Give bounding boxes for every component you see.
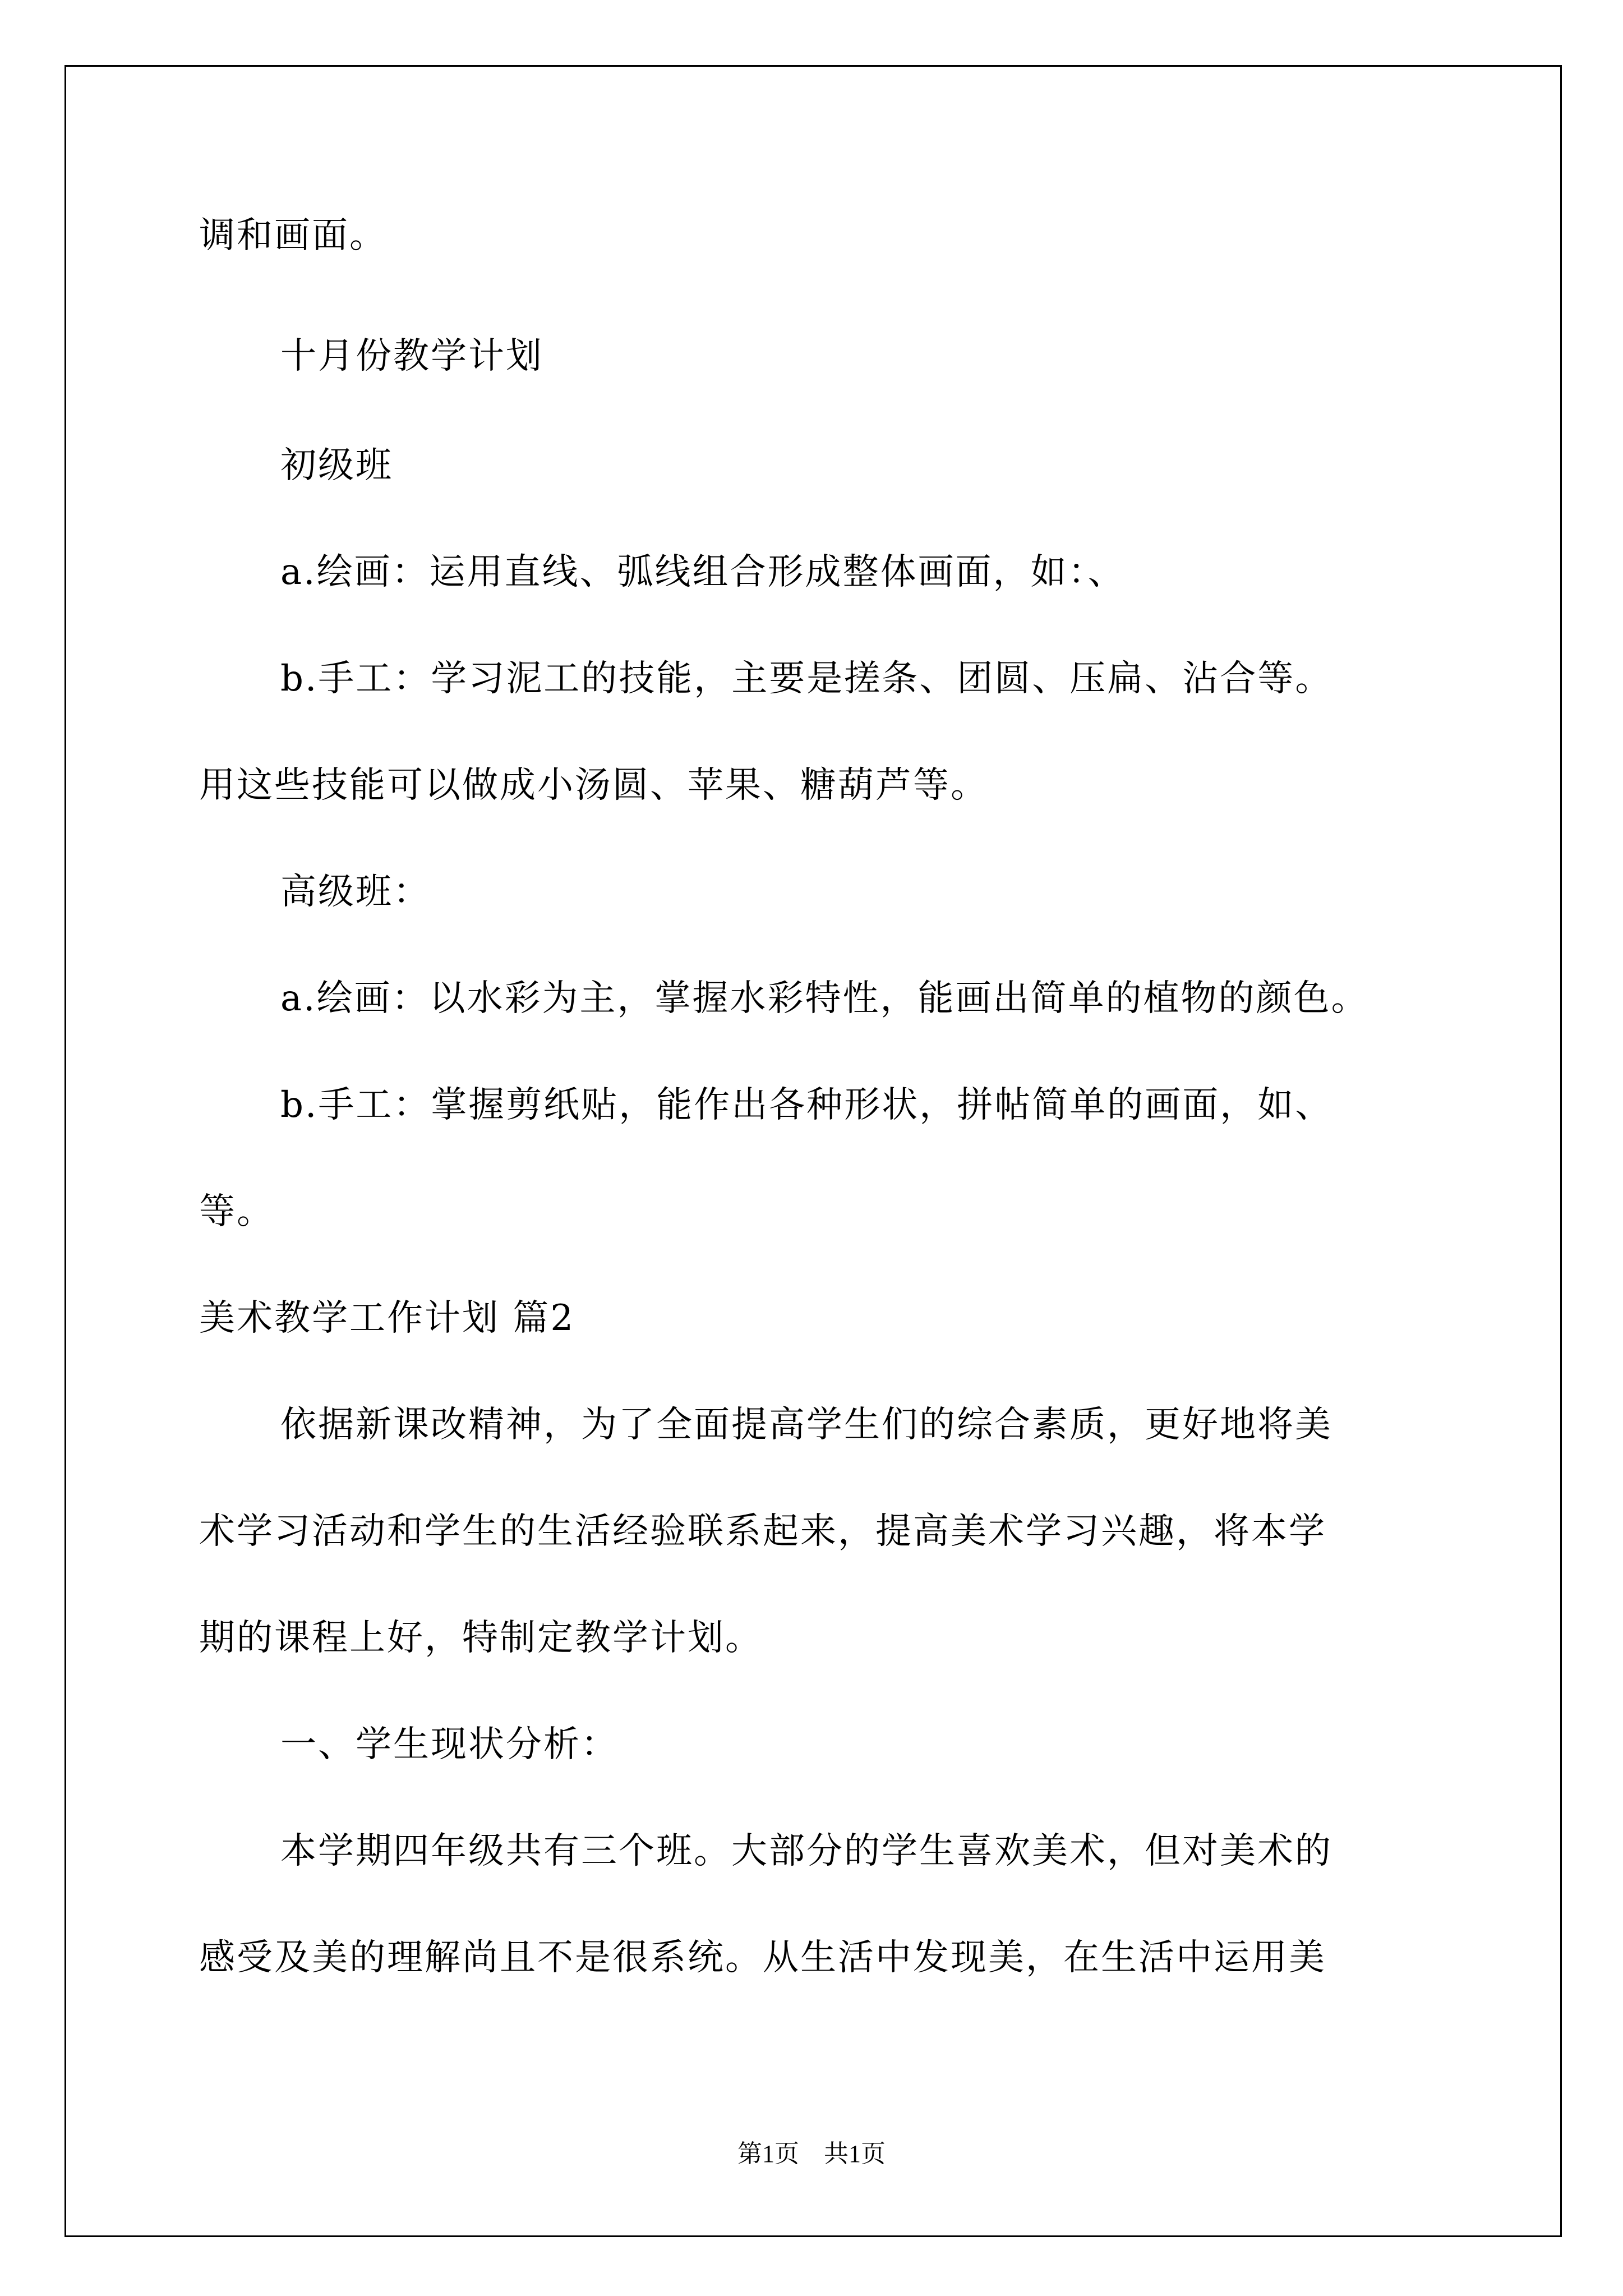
text-line: 依据新课改精神，为了全面提高学生们的综合素质，更好地将美 — [280, 1404, 1332, 1446]
text-line: 术学习活动和学生的生活经验联系起来，提高美术学习兴趣，将本学 — [199, 1511, 1326, 1552]
subheading: 高级班： — [280, 871, 431, 913]
text-line: 期的课程上好，特制定教学计划。 — [199, 1617, 763, 1659]
text-line: 调和画面。 — [199, 215, 387, 256]
text-line: 用这些技能可以做成小汤圆、苹果、糖葫芦等。 — [199, 765, 988, 806]
section-heading: 一、学生现状分析： — [280, 1724, 619, 1765]
text-line: b.手工：掌握剪纸贴，能作出各种形状，拼帖简单的画面，如、 — [280, 1084, 1333, 1126]
text-line: a.绘画：运用直线、弧线组合形成整体画面，如：、 — [280, 551, 1126, 593]
text-line: 等。 — [199, 1191, 274, 1232]
subheading: 初级班 — [280, 445, 393, 486]
text-line: 感受及美的理解尚且不是很系统。从生活中发现美，在生活中运用美 — [199, 1937, 1326, 1978]
page-footer: 第1页 共1页 — [737, 2140, 886, 2168]
page-border — [64, 65, 1562, 2237]
document-title: 美术教学工作计划 篇2 — [199, 1297, 575, 1339]
text-line: 本学期四年级共有三个班。大部分的学生喜欢美术，但对美术的 — [280, 1830, 1332, 1872]
text-line: b.手工：学习泥工的技能，主要是搓条、团圆、压扁、沾合等。 — [280, 658, 1333, 700]
section-heading: 十月份教学计划 — [280, 335, 543, 377]
text-line: a.绘画：以水彩为主，掌握水彩特性，能画出简单的植物的颜色。 — [280, 978, 1369, 1019]
